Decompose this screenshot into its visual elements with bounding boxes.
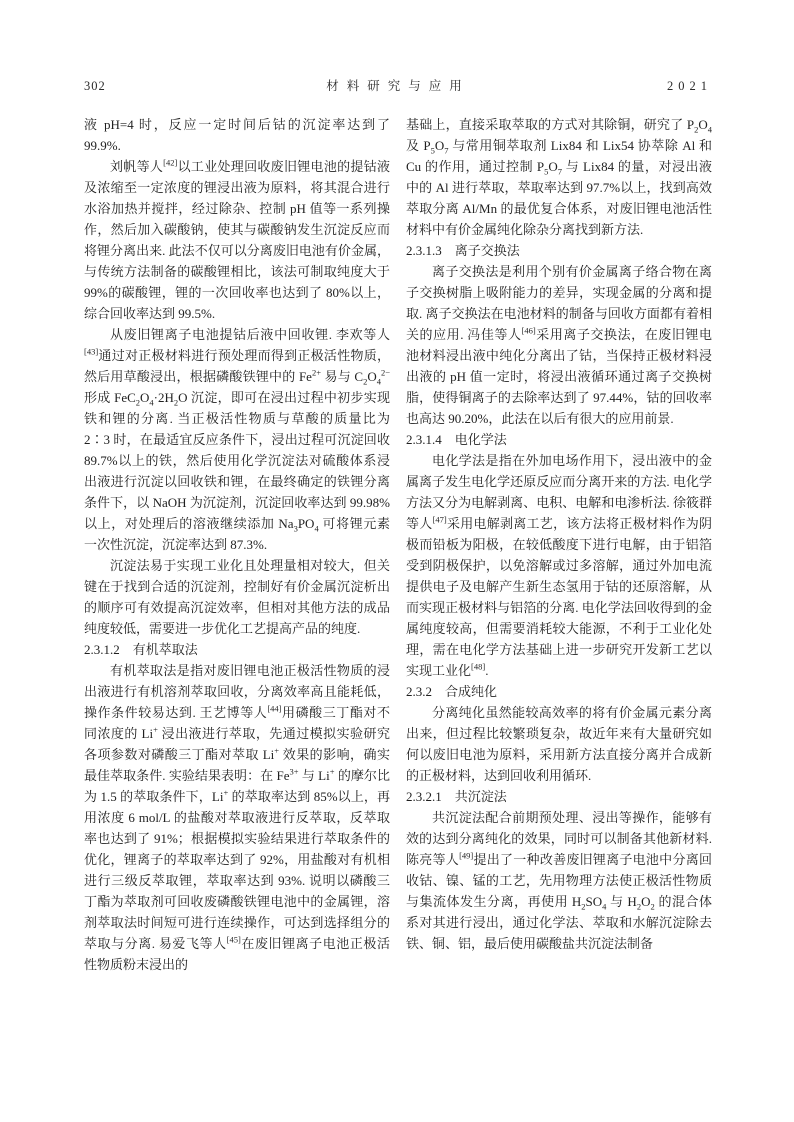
- paragraph: 刘帆等人[42]以工业处理回收废旧锂电池的提钴液及浓缩至一定浓度的锂浸出液为原料，将其混合进行水浴加热并搅拌，经过除杂、控制 pH 值等一系列操作，然后加入碳酸钠，使其与碳酸钠发生沉淀反应而将锂分离出来. 此法不仅可以分离废旧电池有价金属，与传统方法制备的碳酸锂相比，该法可制取纯度大于 99%的碳酸锂，锂的一次回收率也达到了 80%以上，综合回收率达到 99.5%.: [84, 157, 390, 321]
- section-heading: 2.3.2.1 共沉淀法: [406, 789, 507, 804]
- journal-year: 2021: [667, 79, 712, 93]
- paragraph: 电化学法是指在外加电场作用下，浸出液中的金属离子发生电化学还原反应而分离开来的方法. 电化学方法又分为电解剥离、电积、电解和电渗析法. 徐筱群等人[47]采用电解剥离工艺，该方法将正极材料作为阴极而铅板为阳极，在较低酸度下进行电解，由于铝箔受到阴极保护，以免溶解或过多溶解，通过外加电流提供电子及电解产生新生态氢用于钴的还原溶解，从而实现正极材料与铝箔的分离. 电化学法回收得到的金属纯度较高，但需要消耗较大能源，不利于工业化处理，需在电化学方法基础上进一步研究开发新工艺以实现工业化[48].: [406, 453, 712, 678]
- section-heading: 2.3.1.4 电化学法: [406, 432, 507, 447]
- paragraph: 液 pH=4 时，反应一定时间后钴的沉淀率达到了 99.9%.: [84, 117, 390, 153]
- right-column: [406, 114, 712, 975]
- paragraph: 分离纯化虽然能较高效率的将有价金属元素分离出来，但过程比较繁琐复杂，故近年来有大量研究如何以废旧电池为原料，采用新方法直接分离并合成新的正极材料，达到回收利用循环.: [406, 705, 712, 783]
- page-number: 302: [84, 79, 106, 93]
- left-column: [84, 114, 390, 975]
- paragraph: 共沉淀法配合前期预处理、浸出等操作，能够有效的达到分离纯化的效果，同时可以制备其他新材料. 陈亮等人[49]提出了一种改善废旧锂离子电池中分离回收钴、镍、锰的工艺，先用物理方法使正极活性物质与集流体发生分离，再使用 $H_2SO_4$ 与 $H_2O_2$ 的混合体系对其进行浸出，通过化学法、萃取和水解沉淀除去铁、铜、铝，最后使用碳酸盐共沉淀法制备: [406, 810, 712, 951]
- paragraph: 沉淀法易于实现工业化且处理量相对较大，但关键在于找到合适的沉淀剂，控制好有价金属沉淀析出的顺序可有效提高沉淀效率，但相对其他方法的成品纯度较低，需要进一步优化工艺提高产品的纯度.: [84, 558, 390, 636]
- paragraph: 基础上，直接采取萃取的方式对其除铜，研究了 $P_2O_4$ 及 $P_5O_7$ 与常用铜萃取剂 Lix84 和 Lix54 协萃除 Al 和 Cu 的作用，通过控制 $P_5O_7$ 与 Lix84 的量，对浸出液中的 Al 进行萃取，萃取率达到 97.7%以上，找到高效萃取分离 Al/Mn 的最优复合体系，对废旧锂电池活性材料中有价金属纯化除杂分离找到新方法.: [406, 117, 712, 237]
- body-columns: [84, 114, 712, 975]
- page-header: [84, 76, 712, 94]
- section-heading: 2.3.2 合成纯化: [406, 684, 498, 699]
- section-heading: 2.3.1.2 有机萃取法: [84, 642, 198, 657]
- section-heading: 2.3.1.3 离子交换法: [406, 243, 520, 258]
- paragraph: 离子交换法是利用个别有价金属离子络合物在离子交换树脂上吸附能力的差异，实现金属的分离和提取. 离子交换法在电池材料的制备与回收方面都有着相关的应用. 冯佳等人[46]采用离子交换法，在废旧锂电池材料浸出液中纯化分离出了钴，当保持正极材料浸出液的 pH 值一定时，将浸出液循环通过离子交换树脂，使得铜离子的去除率达到了 97.44%，钴的回收率也高达 90.20%，此法在以后有很大的应用前景.: [406, 264, 712, 426]
- journal-title: 材料研究与应用: [326, 79, 470, 93]
- paragraph: 从废旧锂离子电池提钴后液中回收锂. 李欢等人[43]通过对正极材料进行预处理而得到正极活性物质，然后用草酸浸出，根据磷酸铁锂中的 $Fe^{2+}$ 易与 $C_2O_4^{2-}$ 形成 $FeC_2O_4\cdot 2H_2O$ 沉淀，即可在浸出过程中初步实现铁和锂的分离. 当正极活性物质与草酸的质量比为 2∶3 时，在最适宜反应条件下，浸出过程可沉淀回收 89.7%以上的铁，然后使用化学沉淀法对硫酸体系浸出液进行沉淀以回收铁和锂，在最终确定的铁锂分离条件下，以 NaOH 为沉淀剂，沉淀回收率达到 99.98%以上，对处理后的溶液继续添加 $Na_3PO_4$ 可将锂元素一次性沉淀，沉淀率达到 87.3%.: [84, 327, 391, 552]
- paragraph: 有机萃取法是指对废旧锂电池正极活性物质的浸出液进行有机溶剂萃取回收，分离效率高且能耗低，操作条件较易达到. 王艺博等人[44]用磷酸三丁酯对不同浓度的 Li+ 浸出液进行萃取，先通过模拟实验研究各项参数对磷酸三丁酯对萃取 Li+ 效果的影响，确实最佳萃取条件. 实验结果表明：在 $Fe^{3+}$ 与 Li+ 的摩尔比为 1.5 的萃取条件下，Li+ 的萃取率达到 85%以上，再用浓度 6 mol/L 的盐酸对萃取液进行反萃取，反萃取率也达到了 91%；根据模拟实验结果进行萃取条件的优化，锂离子的萃取率达到了 92%，用盐酸对有机相进行三级反萃取锂，萃取率达到 93%. 说明以磷酸三丁酯为萃取剂可回收废磷酸铁锂电池中的金属锂，溶剂萃取法时间短可进行连续操作，可达到选择组分的萃取与分离. 易爱飞等人[45]在废旧锂离子电池正极活性物质粉末浸出的: [84, 663, 390, 972]
